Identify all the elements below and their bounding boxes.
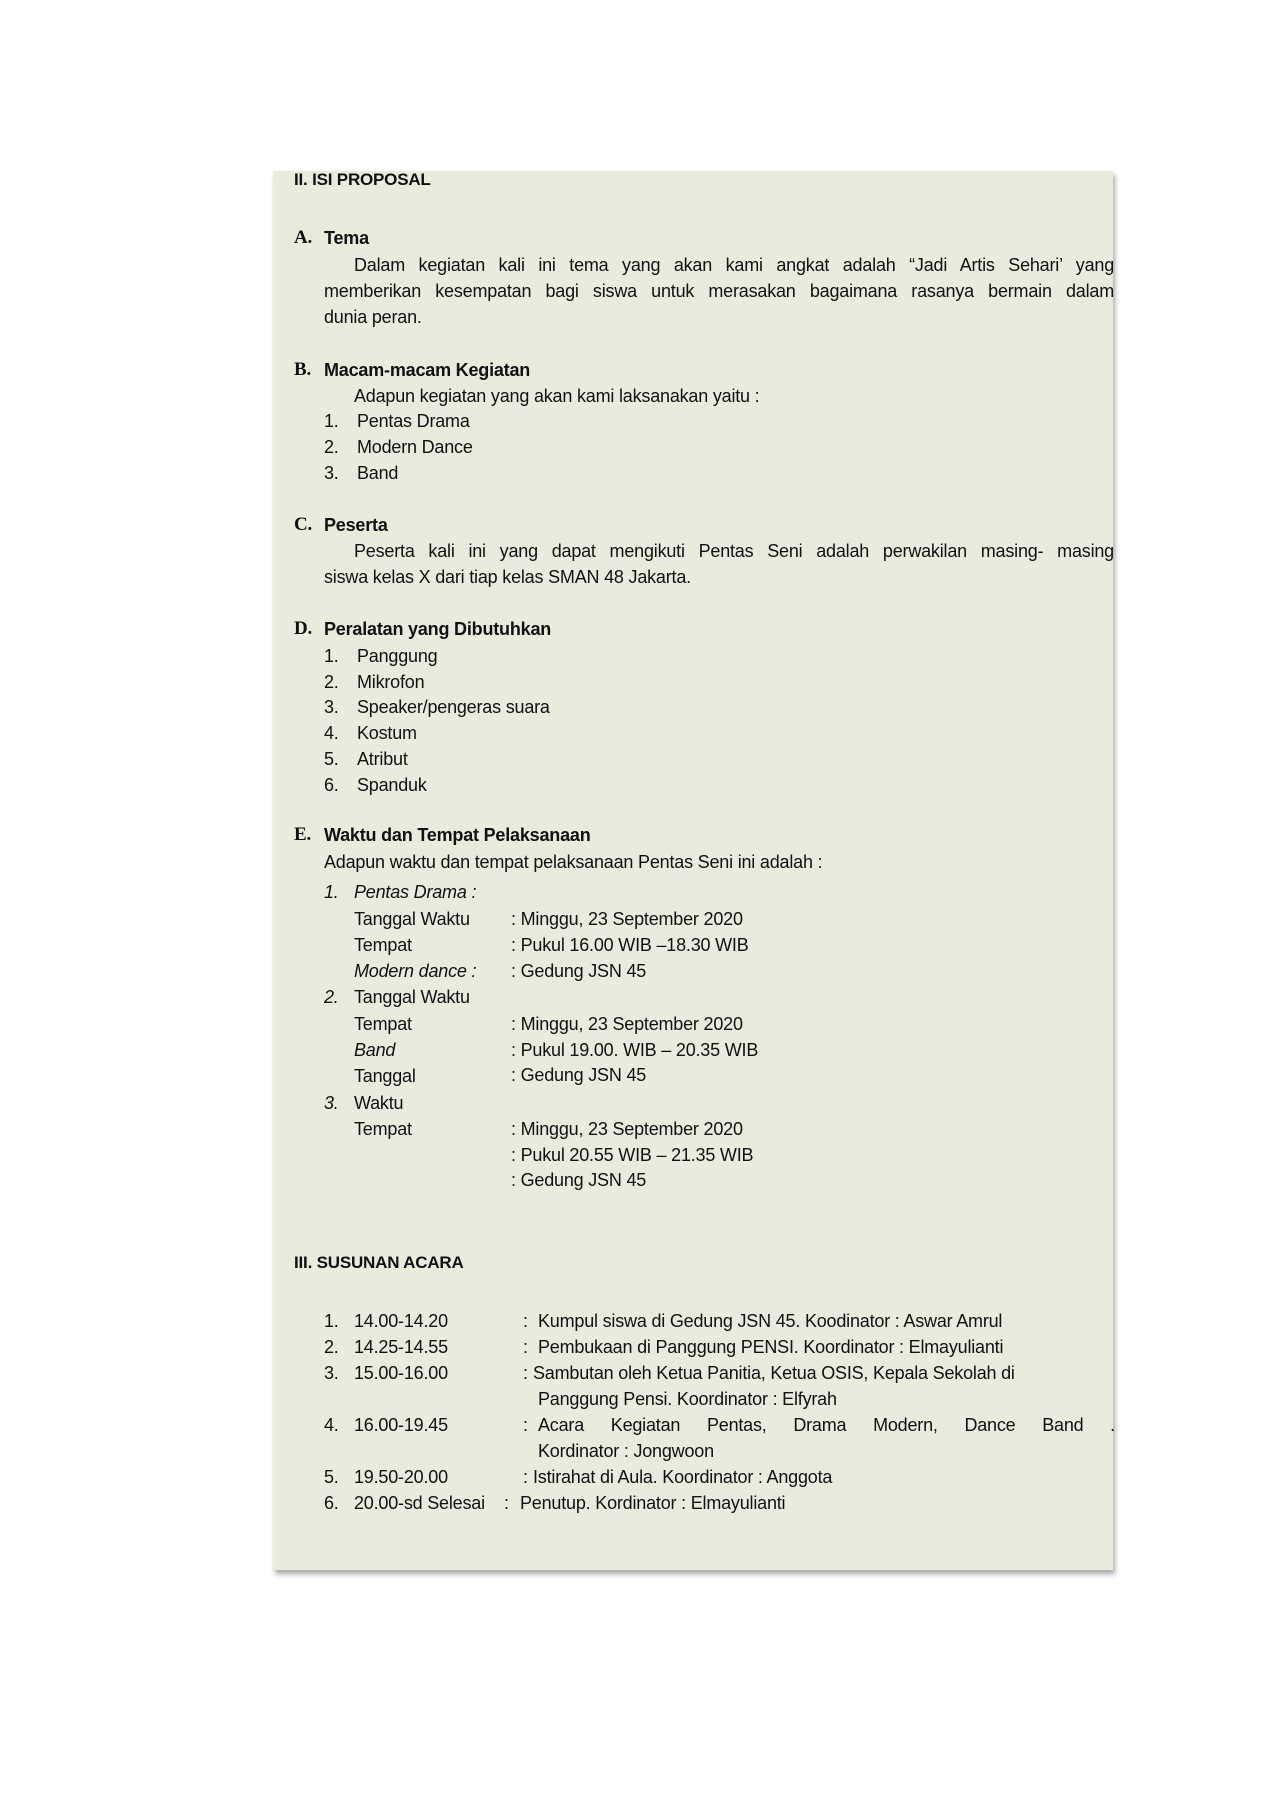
agenda-colon: : bbox=[523, 1311, 528, 1331]
heading-kegiatan: Macam-macam Kegiatan bbox=[324, 360, 531, 380]
paragraph-line: dunia peran. bbox=[324, 307, 422, 327]
intro-text: Adapun kegiatan yang akan kami laksanakan yaitu : bbox=[354, 386, 760, 406]
heading-letter: E. bbox=[294, 824, 312, 845]
paragraph-line: Dalam kegiatan kali ini tema yang akan kami angkat adalah “Jadi Artis Sehari’ yang bbox=[354, 255, 1114, 275]
agenda-number: 5. bbox=[324, 1467, 339, 1487]
schedule-value: : Pukul 20.55 WIB – 21.35 WIB bbox=[511, 1145, 754, 1165]
list-number: 2. bbox=[324, 987, 339, 1007]
schedule-label: Modern dance : bbox=[354, 961, 477, 981]
agenda-text: Sambutan oleh Ketua Panitia, Ketua OSIS, Kepala Sekolah di bbox=[533, 1363, 1015, 1383]
section-title: III. SUSUNAN ACARA bbox=[294, 1253, 464, 1272]
list-item: Pentas Drama bbox=[357, 411, 470, 431]
agenda-text: Kumpul siswa di Gedung JSN 45. Koodinator : Aswar Amrul bbox=[538, 1311, 1003, 1331]
agenda-text: Istirahat di Aula. Koordinator : Anggota bbox=[533, 1467, 833, 1487]
list-item: Modern Dance bbox=[357, 437, 473, 457]
paragraph-line: Peserta kali ini yang dapat mengikuti Pentas Seni adalah perwakilan masing- masing bbox=[354, 541, 1114, 561]
schedule-value: : Gedung JSN 45 bbox=[511, 1170, 647, 1190]
schedule-label: Tempat bbox=[354, 1119, 412, 1139]
agenda-colon: : bbox=[504, 1493, 509, 1513]
list-item: Spanduk bbox=[357, 774, 427, 795]
heading-letter: B. bbox=[294, 359, 312, 380]
schedule-label: Band bbox=[354, 1040, 396, 1060]
list-number: 1. bbox=[324, 646, 339, 666]
schedule-label: Pentas Drama : bbox=[354, 882, 477, 902]
heading-letter: C. bbox=[294, 514, 313, 535]
agenda-text: Kordinator : Jongwoon bbox=[538, 1441, 714, 1461]
list-number: 1. bbox=[324, 882, 339, 902]
agenda-text: Penutup. Kordinator : Elmayulianti bbox=[520, 1493, 786, 1513]
paragraph-line: siswa kelas X dari tiap kelas SMAN 48 Jakarta. bbox=[324, 567, 691, 587]
heading-letter: D. bbox=[294, 618, 313, 639]
schedule-value: : Gedung JSN 45 bbox=[511, 961, 647, 981]
schedule-label: Tempat bbox=[354, 1014, 412, 1034]
agenda-time: 20.00-sd Selesai bbox=[354, 1493, 485, 1513]
intro-text: Adapun waktu dan tempat pelaksanaan Pentas Seni ini adalah : bbox=[324, 852, 823, 872]
list-number: 2. bbox=[324, 671, 339, 692]
list-item: Atribut bbox=[357, 748, 408, 769]
list-number: 3. bbox=[324, 1093, 339, 1113]
schedule-value: : Minggu, 23 September 2020 bbox=[511, 1119, 743, 1139]
agenda-number: 1. bbox=[324, 1311, 339, 1331]
agenda-colon: : bbox=[523, 1337, 528, 1357]
agenda-time: 14.25-14.55 bbox=[354, 1337, 448, 1357]
list-number: 2. bbox=[324, 437, 339, 457]
schedule-label: Tanggal bbox=[354, 1066, 416, 1086]
schedule-value: : Pukul 16.00 WIB –18.30 WIB bbox=[511, 935, 749, 955]
agenda-text: Pembukaan di Panggung PENSI. Koordinator : Elmayulianti bbox=[538, 1337, 1004, 1357]
list-number: 5. bbox=[324, 748, 339, 769]
agenda-time: 19.50-20.00 bbox=[354, 1467, 448, 1487]
schedule-label: Tanggal Waktu bbox=[354, 909, 470, 929]
agenda-time: 15.00-16.00 bbox=[354, 1363, 448, 1383]
agenda-time: 16.00-19.45 bbox=[354, 1415, 448, 1435]
agenda-number: 3. bbox=[324, 1363, 339, 1383]
schedule-value: : Pukul 19.00. WIB – 20.35 WIB bbox=[511, 1040, 759, 1060]
heading-peserta: Peserta bbox=[324, 515, 388, 535]
schedule-label: Tempat bbox=[354, 935, 412, 955]
list-item: Panggung bbox=[357, 646, 438, 666]
agenda-text: Panggung Pensi. Koordinator : Elfyrah bbox=[538, 1389, 837, 1409]
list-item: Speaker/pengeras suara bbox=[357, 697, 550, 718]
list-item: Band bbox=[357, 463, 399, 483]
schedule-value: : Minggu, 23 September 2020 bbox=[511, 909, 743, 929]
schedule-value: : Gedung JSN 45 bbox=[511, 1065, 647, 1085]
agenda-colon: : bbox=[523, 1363, 528, 1383]
agenda-number: 2. bbox=[324, 1337, 339, 1357]
agenda-number: 6. bbox=[324, 1493, 339, 1513]
list-number: 6. bbox=[324, 774, 339, 795]
agenda-text: Acara Kegiatan Pentas, Drama Modern, Dance Band . bbox=[538, 1415, 1115, 1435]
list-item: Kostum bbox=[357, 723, 417, 744]
agenda-time: 14.00-14.20 bbox=[354, 1311, 448, 1331]
paragraph-line: memberikan kesempatan bagi siswa untuk merasakan bagaimana rasanya bermain dalam bbox=[324, 281, 1114, 301]
heading-tema: Tema bbox=[324, 228, 369, 248]
heading-peralatan: Peralatan yang Dibutuhkan bbox=[324, 619, 552, 639]
heading-waktu-tempat: Waktu dan Tempat Pelaksanaan bbox=[324, 825, 591, 845]
list-number: 3. bbox=[324, 697, 339, 718]
schedule-label: Waktu bbox=[354, 1093, 404, 1113]
list-number: 3. bbox=[324, 463, 339, 483]
schedule-value: : Minggu, 23 September 2020 bbox=[511, 1014, 743, 1034]
section-title: II. ISI PROPOSAL bbox=[294, 170, 431, 189]
schedule-label: Tanggal Waktu bbox=[354, 987, 470, 1007]
heading-letter: A. bbox=[294, 227, 313, 248]
list-number: 1. bbox=[324, 411, 339, 431]
agenda-colon: : bbox=[523, 1415, 528, 1435]
agenda-number: 4. bbox=[324, 1415, 339, 1435]
list-item: Mikrofon bbox=[357, 671, 425, 692]
list-number: 4. bbox=[324, 723, 339, 744]
agenda-colon: : bbox=[523, 1467, 528, 1487]
